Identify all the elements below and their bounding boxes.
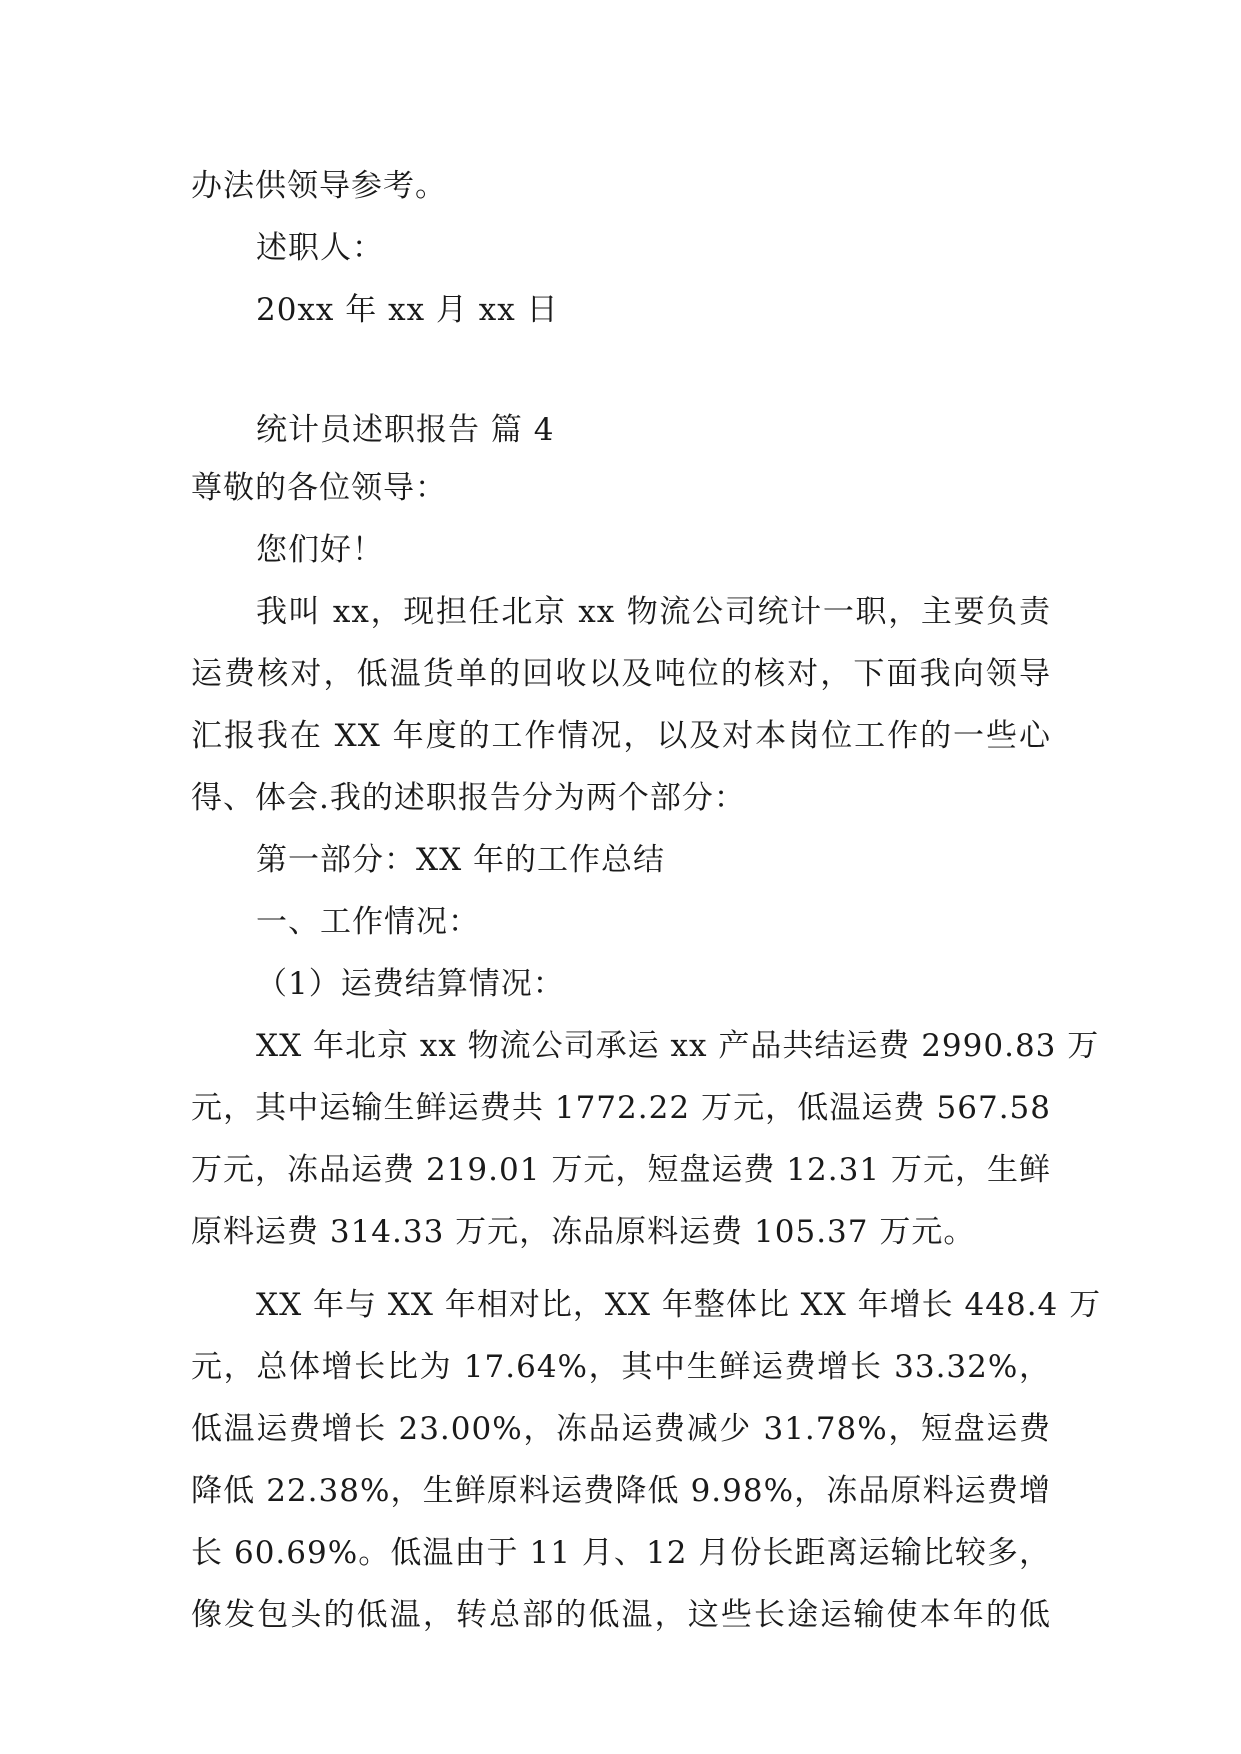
paragraph-line: 原料运费 314.33 万元，冻品原料运费 105.37 万元。 [191,1214,976,1250]
paragraph-line: 像发包头的低温，转总部的低温，这些长途运输使本年的低 [191,1597,1051,1633]
paragraph-line: 汇报我在 XX 年度的工作情况，以及对本岗位工作的一些心 [191,718,1051,754]
paragraph-line: XX 年与 XX 年相对比，XX 年整体比 XX 年增长 448.4 万 [256,1287,1102,1323]
paragraph-line: 办法供领导参考。 [191,168,447,204]
date-line: 20xx 年 xx 月 xx 日 [256,292,559,328]
paragraph-line: XX 年北京 xx 物流公司承运 xx 产品共结运费 2990.83 万 [256,1028,1100,1064]
paragraph-line: 低温运费增长 23.00%，冻品运费减少 31.78%，短盘运费 [191,1411,1051,1447]
paragraph-line: 长 60.69%。低温由于 11 月、12 月份长距离运输比较多， [191,1535,1051,1571]
salutation: 尊敬的各位领导： [191,470,447,506]
paragraph-line: 降低 22.38%，生鲜原料运费降低 9.98%，冻品原料运费增 [191,1473,1051,1509]
greeting: 您们好！ [256,532,384,568]
paragraph-line: 运费核对，低温货单的回收以及吨位的核对，下面我向领导 [191,656,1051,692]
paragraph-line: 元，总体增长比为 17.64%，其中生鲜运费增长 33.32%， [191,1349,1051,1385]
paragraph-line: 得、体会.我的述职报告分为两个部分： [191,780,746,816]
signer-label: 述职人： [256,230,384,266]
paragraph-line: 元，其中运输生鲜运费共 1772.22 万元，低温运费 567.58 [191,1090,1051,1126]
heading-work-status: 一、工作情况： [256,904,480,940]
heading-freight-settlement: （1）运费结算情况： [256,966,565,1002]
paragraph-line: 万元，冻品运费 219.01 万元，短盘运费 12.31 万元，生鲜 [191,1152,1051,1188]
paragraph-line: 我叫 xx，现担任北京 xx 物流公司统计一职，主要负责 [256,594,1051,630]
heading-part-one: 第一部分：XX 年的工作总结 [256,842,665,878]
section-title: 统计员述职报告 篇 4 [256,412,555,448]
